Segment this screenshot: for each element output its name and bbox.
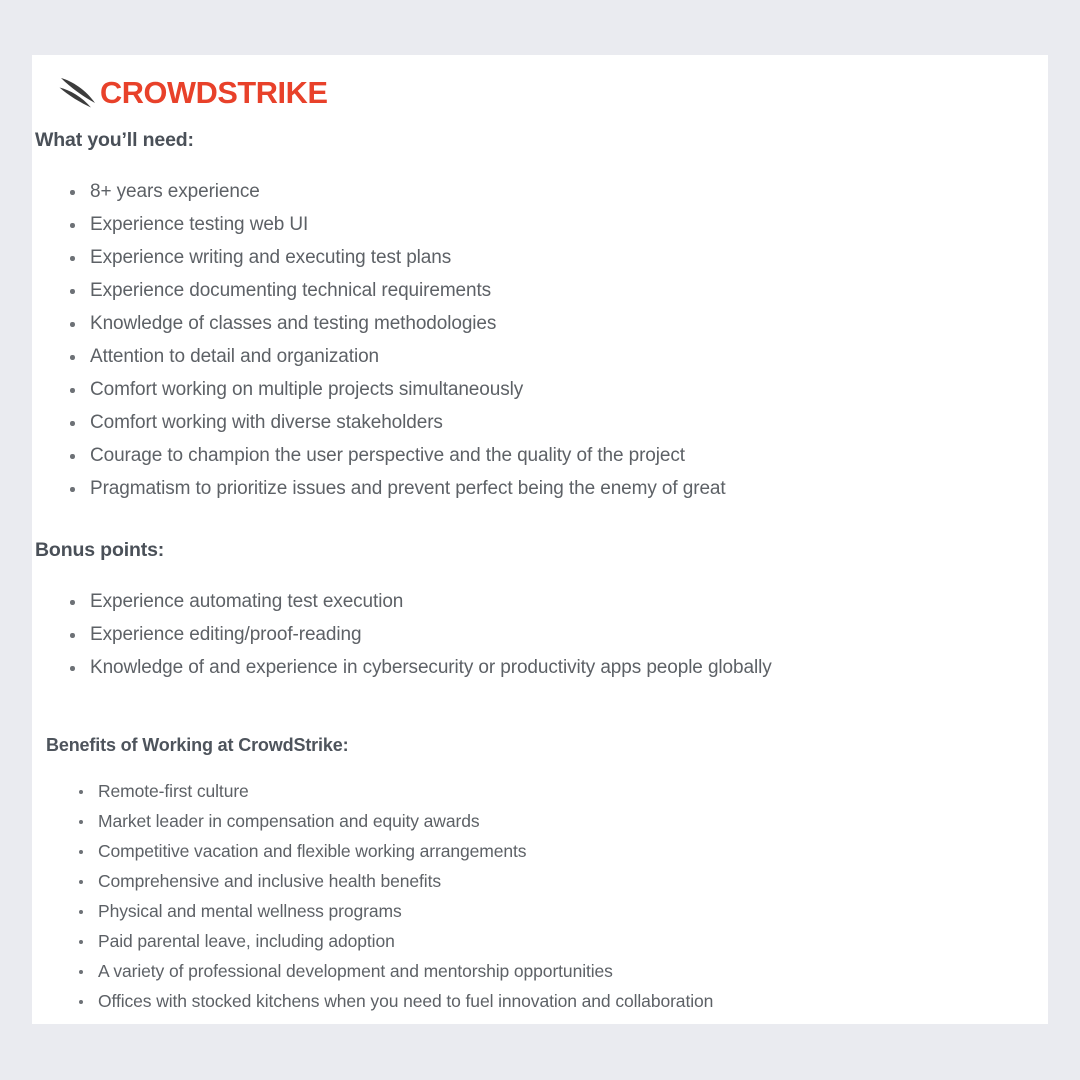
crowdstrike-logo: [58, 69, 330, 115]
benefits-list: [32, 776, 1048, 1016]
list-item: Knowledge of and experience in cybersecurity or productivity apps people globally: [32, 651, 1048, 684]
requirements-list: [32, 175, 1048, 505]
list-item: Comprehensive and inclusive health benefits: [32, 866, 1048, 896]
job-posting-content: [32, 127, 1048, 1016]
list-item: 8+ years experience: [32, 175, 1048, 208]
list-item: Experience writing and executing test plans: [32, 241, 1048, 274]
spacer: [32, 153, 1048, 175]
section-heading-requirements: What you’ll need:: [35, 129, 194, 151]
section-heading-bonus-points: Bonus points:: [35, 539, 165, 561]
list-item: Comfort working with diverse stakeholders: [32, 406, 1048, 439]
list-item: Attention to detail and organization: [32, 340, 1048, 373]
spacer: [32, 758, 1048, 776]
list-item: Market leader in compensation and equity awards: [32, 806, 1048, 836]
job-posting-card: [32, 55, 1048, 1024]
list-item: Knowledge of classes and testing methodologies: [32, 307, 1048, 340]
section-heading-benefits: Benefits of Working at CrowdStrike:: [46, 735, 349, 755]
spacer: [32, 505, 1048, 537]
list-item: Physical and mental wellness programs: [32, 896, 1048, 926]
list-item: Experience automating test execution: [32, 585, 1048, 618]
spacer: [32, 563, 1048, 585]
logo-wordmark: CROWDSTRIKE: [100, 74, 328, 110]
falcon-swoosh-icon: [58, 72, 102, 112]
list-item: Competitive vacation and flexible working arrangements: [32, 836, 1048, 866]
list-item: A variety of professional development and mentorship opportunities: [32, 956, 1048, 986]
spacer: [32, 684, 1048, 732]
list-item: Experience editing/proof-reading: [32, 618, 1048, 651]
list-item: Experience testing web UI: [32, 208, 1048, 241]
list-item: Comfort working on multiple projects simultaneously: [32, 373, 1048, 406]
list-item: Experience documenting technical requirements: [32, 274, 1048, 307]
list-item: Pragmatism to prioritize issues and prevent perfect being the enemy of great: [32, 472, 1048, 505]
list-item: Remote-first culture: [32, 776, 1048, 806]
bonus-points-list: [32, 585, 1048, 684]
list-item: Courage to champion the user perspective and the quality of the project: [32, 439, 1048, 472]
list-item: Offices with stocked kitchens when you need to fuel innovation and collaboration: [32, 986, 1048, 1016]
list-item: Paid parental leave, including adoption: [32, 926, 1048, 956]
